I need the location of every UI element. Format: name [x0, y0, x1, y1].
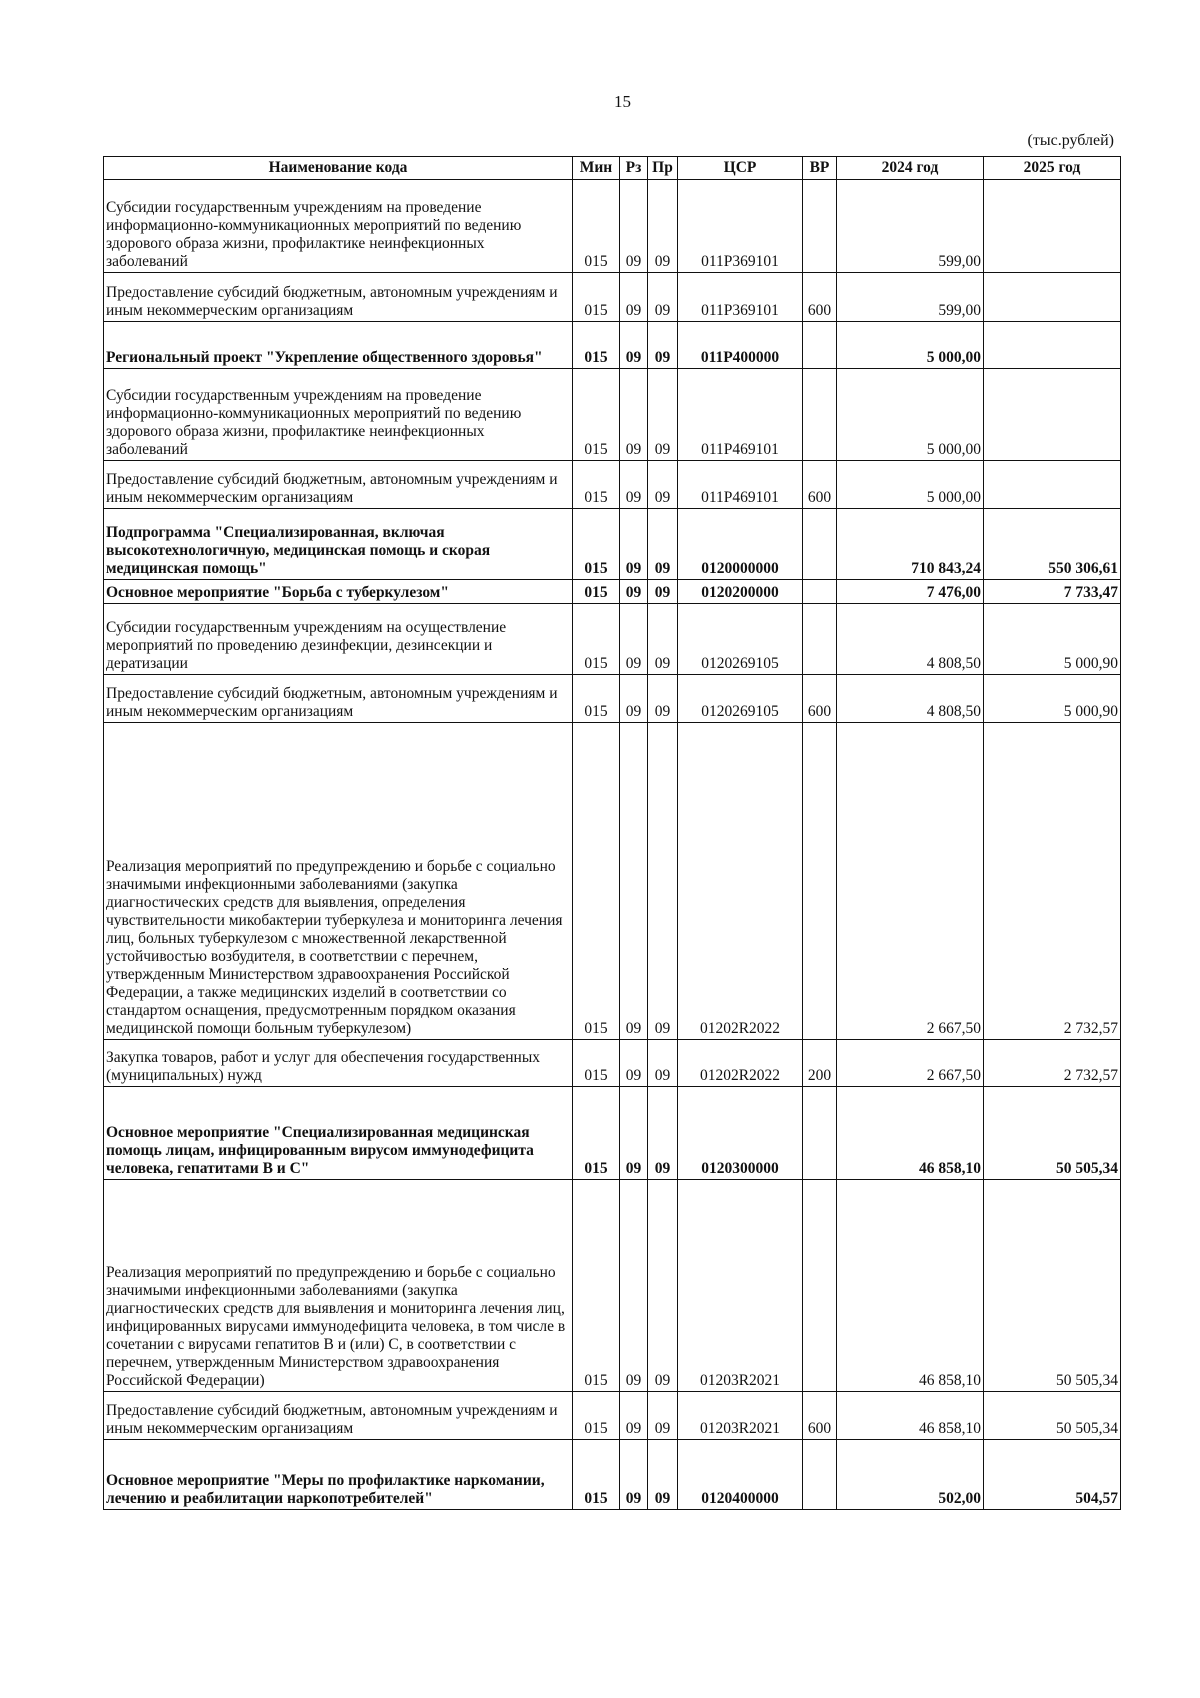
cell-2024: 502,00	[837, 1440, 984, 1510]
cell-2024: 599,00	[837, 180, 984, 273]
header-pr: Пр	[648, 157, 678, 180]
cell-vr	[803, 1180, 837, 1392]
cell-min: 015	[573, 723, 620, 1040]
cell-name: Предоставление субсидий бюджетным, автономным учреждениям и иным некоммерческим организациям	[104, 273, 573, 322]
cell-csr: 0120400000	[678, 1440, 803, 1510]
cell-min: 015	[573, 1440, 620, 1510]
table-header-row	[104, 157, 1121, 180]
cell-name: Субсидии государственным учреждениям на проведение информационно-коммуникационных мероприятий по ведению здорового образа жизни, профилактике неинфекционных заболеваний	[104, 369, 573, 461]
cell-2024: 5 000,00	[837, 369, 984, 461]
cell-csr: 011P369101	[678, 273, 803, 322]
cell-2025: 50 505,34	[984, 1392, 1121, 1440]
table-row	[104, 369, 1121, 461]
cell-min: 015	[573, 369, 620, 461]
cell-vr	[803, 509, 837, 580]
cell-2025	[984, 369, 1121, 461]
cell-2024: 46 858,10	[837, 1392, 984, 1440]
cell-min: 015	[573, 1392, 620, 1440]
cell-min: 015	[573, 322, 620, 369]
cell-name: Закупка товаров, работ и услуг для обеспечения государственных (муниципальных) нужд	[104, 1040, 573, 1087]
header-2024: 2024 год	[837, 157, 984, 180]
cell-csr: 011P469101	[678, 461, 803, 509]
cell-2024: 2 667,50	[837, 1040, 984, 1087]
cell-min: 015	[573, 1087, 620, 1180]
cell-csr: 011P400000	[678, 322, 803, 369]
cell-2024: 46 858,10	[837, 1180, 984, 1392]
cell-pr: 09	[648, 604, 678, 675]
cell-vr: 200	[803, 1040, 837, 1087]
cell-csr: 0120000000	[678, 509, 803, 580]
cell-pr: 09	[648, 1392, 678, 1440]
table-row	[104, 180, 1121, 273]
cell-vr	[803, 180, 837, 273]
cell-name: Основное мероприятие "Борьба с туберкулезом"	[104, 580, 573, 604]
cell-name: Региональный проект "Укрепление общественного здоровья"	[104, 322, 573, 369]
cell-2025	[984, 273, 1121, 322]
table-row	[104, 322, 1121, 369]
cell-2025: 5 000,90	[984, 675, 1121, 723]
cell-vr	[803, 604, 837, 675]
cell-pr: 09	[648, 180, 678, 273]
cell-2024: 5 000,00	[837, 322, 984, 369]
cell-2025	[984, 461, 1121, 509]
cell-vr	[803, 369, 837, 461]
cell-name: Реализация мероприятий по предупреждению и борьбе с социально значимыми инфекционными заболеваниями (закупка диагностических средств для выявления, определения чувствительности микобактерии туберкулеза и мониторинга лечения лиц, больных туберкулезом с множественной лекарственной устойчивостью возбудителя, в соответствии с перечнем, утвержденным Министерством здравоохранения Российской Федерации, а также медицинских изделий в соответствии со стандартом оснащения, предусмотренным порядком оказания медицинской помощи больным туберкулезом)	[104, 723, 573, 1040]
cell-vr	[803, 580, 837, 604]
header-csr: ЦСР	[678, 157, 803, 180]
cell-2025	[984, 322, 1121, 369]
cell-vr: 600	[803, 461, 837, 509]
cell-min: 015	[573, 675, 620, 723]
cell-rz: 09	[620, 1087, 648, 1180]
header-rz: Рз	[620, 157, 648, 180]
cell-csr: 01202R2022	[678, 1040, 803, 1087]
cell-name: Предоставление субсидий бюджетным, автономным учреждениям и иным некоммерческим организациям	[104, 675, 573, 723]
cell-rz: 09	[620, 1440, 648, 1510]
cell-2024: 46 858,10	[837, 1087, 984, 1180]
budget-table	[103, 156, 1121, 1510]
cell-pr: 09	[648, 273, 678, 322]
cell-csr: 0120269105	[678, 675, 803, 723]
cell-rz: 09	[620, 180, 648, 273]
cell-2025: 50 505,34	[984, 1180, 1121, 1392]
cell-vr	[803, 322, 837, 369]
table-row	[104, 1087, 1121, 1180]
table-row	[104, 1392, 1121, 1440]
cell-vr: 600	[803, 675, 837, 723]
cell-min: 015	[573, 1040, 620, 1087]
cell-csr: 0120269105	[678, 604, 803, 675]
header-2025: 2025 год	[984, 157, 1121, 180]
cell-min: 015	[573, 273, 620, 322]
cell-2024: 2 667,50	[837, 723, 984, 1040]
cell-csr: 0120300000	[678, 1087, 803, 1180]
cell-2024: 710 843,24	[837, 509, 984, 580]
cell-rz: 09	[620, 1180, 648, 1392]
cell-rz: 09	[620, 1392, 648, 1440]
cell-name: Предоставление субсидий бюджетным, автономным учреждениям и иным некоммерческим организациям	[104, 1392, 573, 1440]
cell-pr: 09	[648, 461, 678, 509]
table-row	[104, 273, 1121, 322]
cell-2025: 2 732,57	[984, 1040, 1121, 1087]
cell-pr: 09	[648, 322, 678, 369]
cell-2025: 50 505,34	[984, 1087, 1121, 1180]
cell-rz: 09	[620, 369, 648, 461]
header-name: Наименование кода	[104, 157, 573, 180]
cell-2025: 5 000,90	[984, 604, 1121, 675]
table-row	[104, 604, 1121, 675]
cell-pr: 09	[648, 1040, 678, 1087]
table-row	[104, 580, 1121, 604]
cell-name: Реализация мероприятий по предупреждению и борьбе с социально значимыми инфекционными заболеваниями (закупка диагностических средств для выявления и мониторинга лечения лиц, инфицированных вирусами иммунодефицита человека, в том числе в сочетании с вирусами гепатитов В и (или) С, в соответствии с перечнем, утвержденным Министерством здравоохранения Российской Федерации)	[104, 1180, 573, 1392]
cell-2025: 2 732,57	[984, 723, 1121, 1040]
table-row	[104, 1180, 1121, 1392]
cell-vr: 600	[803, 1392, 837, 1440]
table-body	[104, 180, 1121, 1510]
table-row	[104, 675, 1121, 723]
table-row	[104, 723, 1121, 1040]
cell-name: Субсидии государственным учреждениям на осуществление мероприятий по проведению дезинфекции, дезинсекции и дератизации	[104, 604, 573, 675]
cell-rz: 09	[620, 1040, 648, 1087]
cell-vr: 600	[803, 273, 837, 322]
table-row	[104, 1040, 1121, 1087]
cell-pr: 09	[648, 369, 678, 461]
cell-pr: 09	[648, 1180, 678, 1392]
page-number: 15	[614, 92, 631, 111]
cell-2025	[984, 180, 1121, 273]
cell-csr: 011P369101	[678, 180, 803, 273]
cell-2024: 5 000,00	[837, 461, 984, 509]
cell-csr: 01202R2022	[678, 723, 803, 1040]
cell-min: 015	[573, 604, 620, 675]
cell-rz: 09	[620, 723, 648, 1040]
cell-min: 015	[573, 180, 620, 273]
cell-rz: 09	[620, 509, 648, 580]
units-label: (тыс.рублей)	[1027, 132, 1114, 149]
cell-2024: 4 808,50	[837, 675, 984, 723]
cell-csr: 0120200000	[678, 580, 803, 604]
table-row	[104, 509, 1121, 580]
cell-2024: 4 808,50	[837, 604, 984, 675]
cell-pr: 09	[648, 675, 678, 723]
header-min: Мин	[573, 157, 620, 180]
cell-rz: 09	[620, 322, 648, 369]
cell-pr: 09	[648, 1440, 678, 1510]
cell-vr	[803, 723, 837, 1040]
cell-name: Субсидии государственным учреждениям на проведение информационно-коммуникационных мероприятий по ведению здорового образа жизни, профилактике неинфекционных заболеваний	[104, 180, 573, 273]
cell-rz: 09	[620, 580, 648, 604]
cell-min: 015	[573, 461, 620, 509]
cell-pr: 09	[648, 580, 678, 604]
cell-rz: 09	[620, 273, 648, 322]
cell-csr: 01203R2021	[678, 1180, 803, 1392]
cell-csr: 01203R2021	[678, 1392, 803, 1440]
cell-rz: 09	[620, 604, 648, 675]
table-row	[104, 461, 1121, 509]
cell-min: 015	[573, 1180, 620, 1392]
cell-2024: 599,00	[837, 273, 984, 322]
cell-name: Основное мероприятие "Меры по профилактике наркомании, лечению и реабилитации наркопотребителей"	[104, 1440, 573, 1510]
cell-name: Предоставление субсидий бюджетным, автономным учреждениям и иным некоммерческим организациям	[104, 461, 573, 509]
cell-name: Основное мероприятие "Специализированная медицинская помощь лицам, инфицированным вирусом иммунодефицита человека, гепатитами В и С"	[104, 1087, 573, 1180]
cell-name: Подпрограмма "Специализированная, включая высокотехнологичную, медицинская помощь и скорая медицинская помощь"	[104, 509, 573, 580]
cell-vr	[803, 1087, 837, 1180]
cell-2024: 7 476,00	[837, 580, 984, 604]
cell-pr: 09	[648, 509, 678, 580]
cell-pr: 09	[648, 1087, 678, 1180]
cell-vr	[803, 1440, 837, 1510]
cell-min: 015	[573, 580, 620, 604]
cell-2025: 550 306,61	[984, 509, 1121, 580]
cell-rz: 09	[620, 461, 648, 509]
cell-min: 015	[573, 509, 620, 580]
table-row	[104, 1440, 1121, 1510]
cell-pr: 09	[648, 723, 678, 1040]
cell-rz: 09	[620, 675, 648, 723]
cell-csr: 011P469101	[678, 369, 803, 461]
header-vr: ВР	[803, 157, 837, 180]
cell-2025: 504,57	[984, 1440, 1121, 1510]
cell-2025: 7 733,47	[984, 580, 1121, 604]
